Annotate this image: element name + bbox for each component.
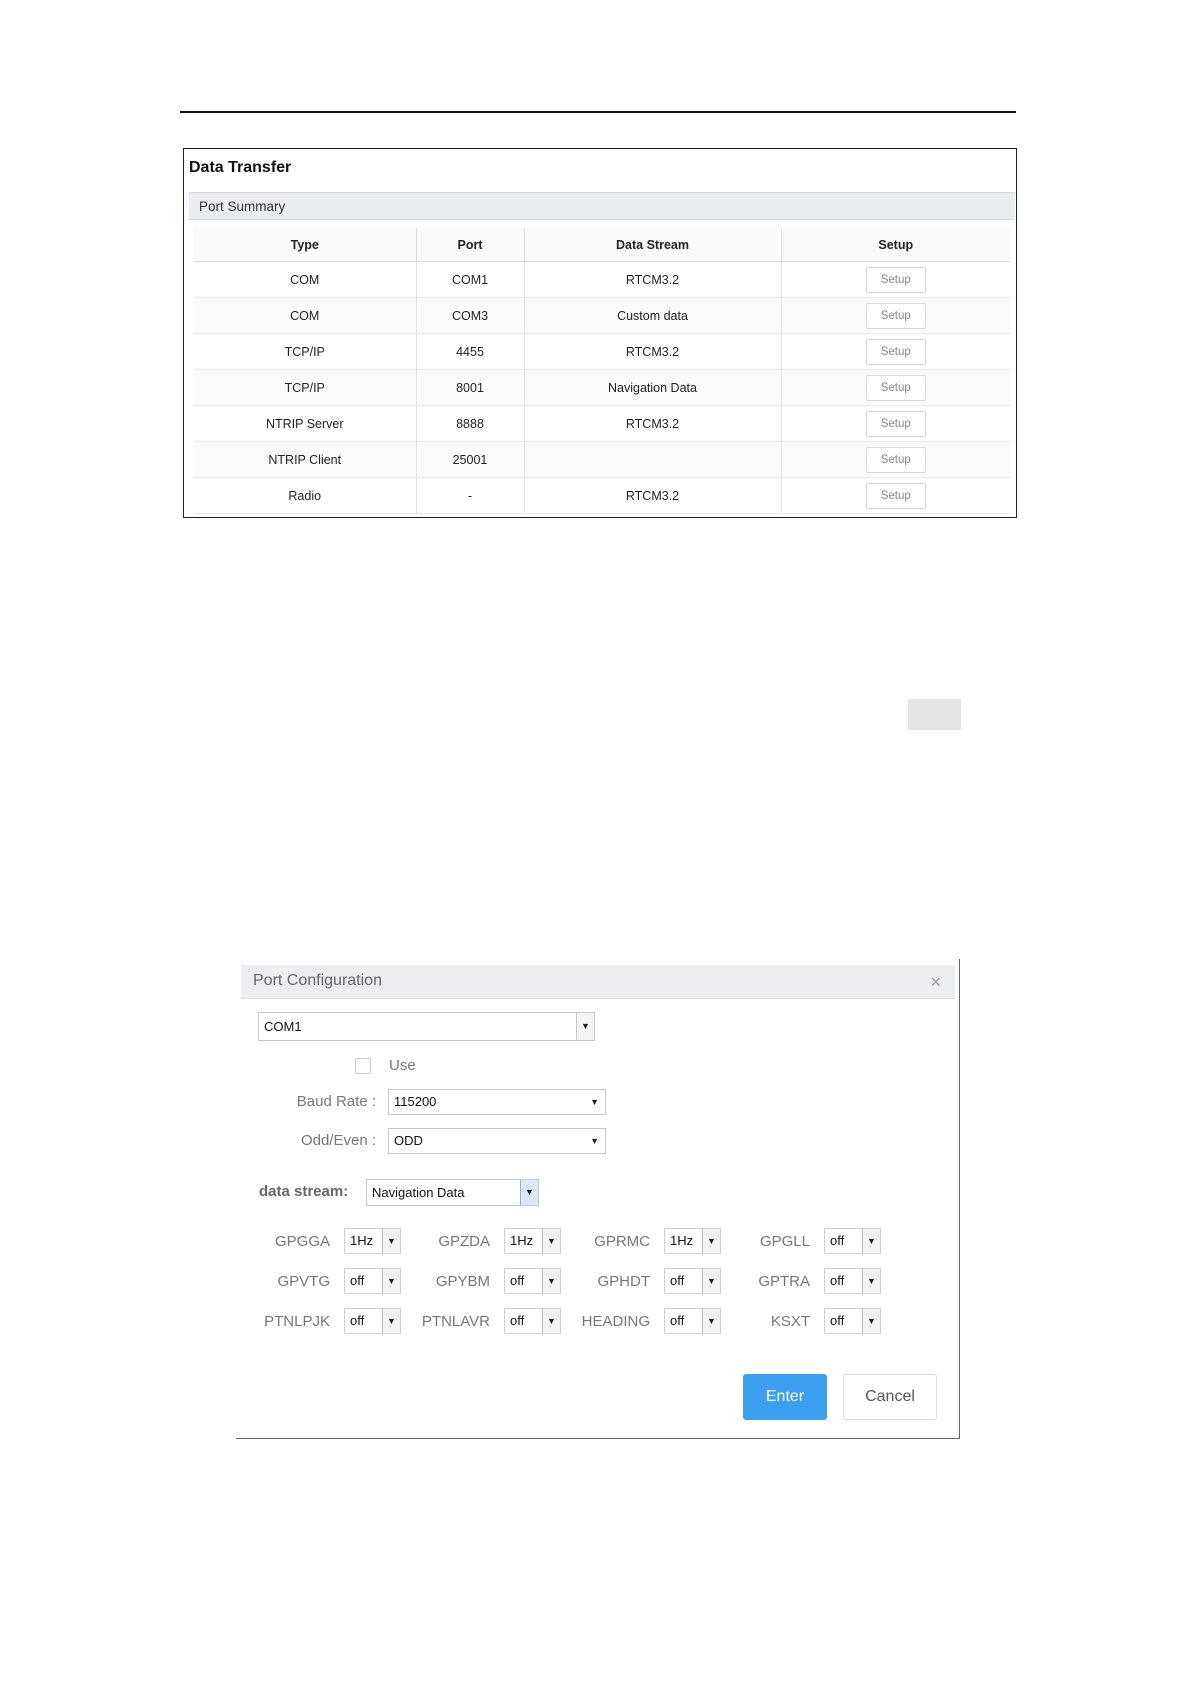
msg-label-ptnlpjk: PTNLPJK: [264, 1313, 330, 1330]
cell-type: TCP/IP: [194, 334, 416, 370]
cell-type: TCP/IP: [194, 370, 416, 406]
msg-value: off: [830, 1233, 845, 1248]
table-row: [194, 334, 1010, 370]
msg-label-gpgll: GPGLL: [759, 1233, 810, 1250]
cell-type: NTRIP Server: [194, 406, 416, 442]
data-stream-value: Navigation Data: [372, 1185, 465, 1200]
cell-port: 8001: [416, 370, 524, 406]
msg-value: off: [830, 1273, 845, 1288]
cell-port: COM3: [416, 298, 524, 334]
baud-rate-select[interactable]: [388, 1089, 606, 1115]
msg-select-ptnlavr[interactable]: [504, 1308, 561, 1334]
cell-stream: Custom data: [524, 298, 781, 334]
cell-stream: RTCM3.2: [524, 406, 781, 442]
setup-button[interactable]: Setup: [866, 411, 926, 437]
msg-label-heading: HEADING: [581, 1313, 650, 1330]
setup-button[interactable]: Setup: [866, 375, 926, 401]
cell-port: 8888: [416, 406, 524, 442]
msg-label-gptra: GPTRA: [758, 1273, 810, 1290]
msg-label-gpzda: GPZDA: [438, 1233, 490, 1250]
table-row: [194, 262, 1010, 298]
msg-select-gphdt[interactable]: [664, 1268, 721, 1294]
table-row: [194, 298, 1010, 334]
msg-label-ksxt: KSXT: [770, 1313, 810, 1330]
msg-select-gpvtg[interactable]: [344, 1268, 401, 1294]
msg-label-gpybm: GPYBM: [435, 1273, 490, 1290]
use-label: Use: [389, 1057, 416, 1074]
col-header-port: Port: [416, 228, 524, 262]
port-summary-table: [194, 228, 1010, 514]
msg-value: off: [510, 1313, 525, 1328]
msg-label-gpgga: GPGGA: [274, 1233, 330, 1250]
col-header-setup: Setup: [781, 228, 1010, 262]
parity-label: Odd/Even :: [300, 1132, 376, 1149]
msg-value: off: [670, 1313, 685, 1328]
data-transfer-title: Data Transfer: [189, 159, 292, 176]
setup-button[interactable]: Setup: [866, 303, 926, 329]
chevron-down-icon[interactable]: ▼: [382, 1229, 400, 1253]
chevron-down-icon[interactable]: ▼: [702, 1269, 720, 1293]
parity-select[interactable]: [388, 1128, 606, 1154]
msg-select-ptnlpjk[interactable]: [344, 1308, 401, 1334]
use-checkbox[interactable]: [355, 1058, 371, 1074]
msg-select-gprmc[interactable]: [664, 1228, 721, 1254]
msg-value: off: [670, 1273, 685, 1288]
cell-port: COM1: [416, 262, 524, 298]
baud-rate-value: 115200: [394, 1094, 437, 1109]
msg-select-ksxt[interactable]: [824, 1308, 881, 1334]
msg-value: 1Hz: [670, 1233, 694, 1248]
data-stream-label: data stream:: [259, 1183, 349, 1200]
chevron-down-icon[interactable]: ▼: [862, 1229, 880, 1253]
dialog-header: [241, 965, 955, 999]
msg-select-gptra[interactable]: [824, 1268, 881, 1294]
data-stream-select[interactable]: [366, 1179, 539, 1206]
gray-placeholder-box: [908, 699, 961, 730]
cell-port: 25001: [416, 442, 524, 478]
msg-select-gpgga[interactable]: [344, 1228, 401, 1254]
cell-type: Radio: [194, 478, 416, 514]
port-select[interactable]: [258, 1012, 595, 1041]
port-configuration-dialog: [236, 961, 960, 1439]
cell-stream: [524, 442, 781, 478]
table-row: [194, 478, 1010, 514]
cell-port: -: [416, 478, 524, 514]
chevron-down-icon[interactable]: ▼: [702, 1309, 720, 1333]
chevron-down-icon[interactable]: ▼: [542, 1269, 560, 1293]
chevron-down-icon[interactable]: ▼: [576, 1013, 594, 1040]
table-header-row: [194, 228, 1010, 262]
msg-label-ptnlavr: PTNLAVR: [421, 1313, 490, 1330]
chevron-down-icon[interactable]: ▼: [862, 1269, 880, 1293]
cell-type: NTRIP Client: [194, 442, 416, 478]
msg-select-gpzda[interactable]: [504, 1228, 561, 1254]
setup-button[interactable]: Setup: [866, 267, 926, 293]
msg-value: off: [510, 1273, 525, 1288]
dialog-right-border: [959, 959, 961, 1439]
parity-value: ODD: [394, 1133, 423, 1148]
setup-button[interactable]: Setup: [866, 339, 926, 365]
close-icon[interactable]: ×: [930, 972, 941, 992]
dialog-title: Port Configuration: [253, 972, 382, 989]
cell-stream: RTCM3.2: [524, 334, 781, 370]
cell-stream: RTCM3.2: [524, 262, 781, 298]
chevron-down-icon[interactable]: ▼: [542, 1229, 560, 1253]
cell-type: COM: [194, 298, 416, 334]
msg-label-gprmc: GPRMC: [594, 1233, 650, 1250]
cancel-button[interactable]: Cancel: [843, 1374, 937, 1420]
chevron-down-icon: ▼: [590, 1097, 599, 1107]
dialog-bottom-border: [236, 1438, 960, 1440]
msg-select-gpybm[interactable]: [504, 1268, 561, 1294]
cell-stream: Navigation Data: [524, 370, 781, 406]
chevron-down-icon[interactable]: ▼: [702, 1229, 720, 1253]
table-row: [194, 442, 1010, 478]
baud-rate-label: Baud Rate :: [296, 1093, 376, 1110]
table-row: [194, 370, 1010, 406]
chevron-down-icon[interactable]: ▼: [382, 1269, 400, 1293]
chevron-down-icon[interactable]: ▼: [862, 1309, 880, 1333]
msg-value: 1Hz: [350, 1233, 374, 1248]
page-top-rule: [180, 111, 1016, 113]
port-select-value: COM1: [264, 1019, 302, 1034]
port-summary-header: Port Summary: [189, 192, 1015, 220]
msg-value: off: [350, 1273, 365, 1288]
cell-port: 4455: [416, 334, 524, 370]
chevron-down-icon[interactable]: ▼: [520, 1180, 538, 1205]
chevron-down-icon[interactable]: ▼: [382, 1309, 400, 1333]
setup-button[interactable]: Setup: [866, 483, 926, 509]
col-header-type: Type: [194, 228, 416, 262]
table-row: [194, 406, 1010, 442]
msg-label-gphdt: GPHDT: [597, 1273, 650, 1290]
msg-value: off: [350, 1313, 365, 1328]
setup-button[interactable]: Setup: [866, 447, 926, 473]
msg-select-gpgll[interactable]: [824, 1228, 881, 1254]
cell-stream: RTCM3.2: [524, 478, 781, 514]
chevron-down-icon: ▼: [590, 1136, 599, 1146]
cell-type: COM: [194, 262, 416, 298]
msg-select-heading[interactable]: [664, 1308, 721, 1334]
msg-value: 1Hz: [510, 1233, 534, 1248]
data-transfer-panel: [183, 148, 1017, 518]
msg-label-gpvtg: GPVTG: [277, 1273, 330, 1290]
enter-button[interactable]: Enter: [743, 1374, 827, 1420]
col-header-data-stream: Data Stream: [524, 228, 781, 262]
chevron-down-icon[interactable]: ▼: [542, 1309, 560, 1333]
msg-value: off: [830, 1313, 845, 1328]
